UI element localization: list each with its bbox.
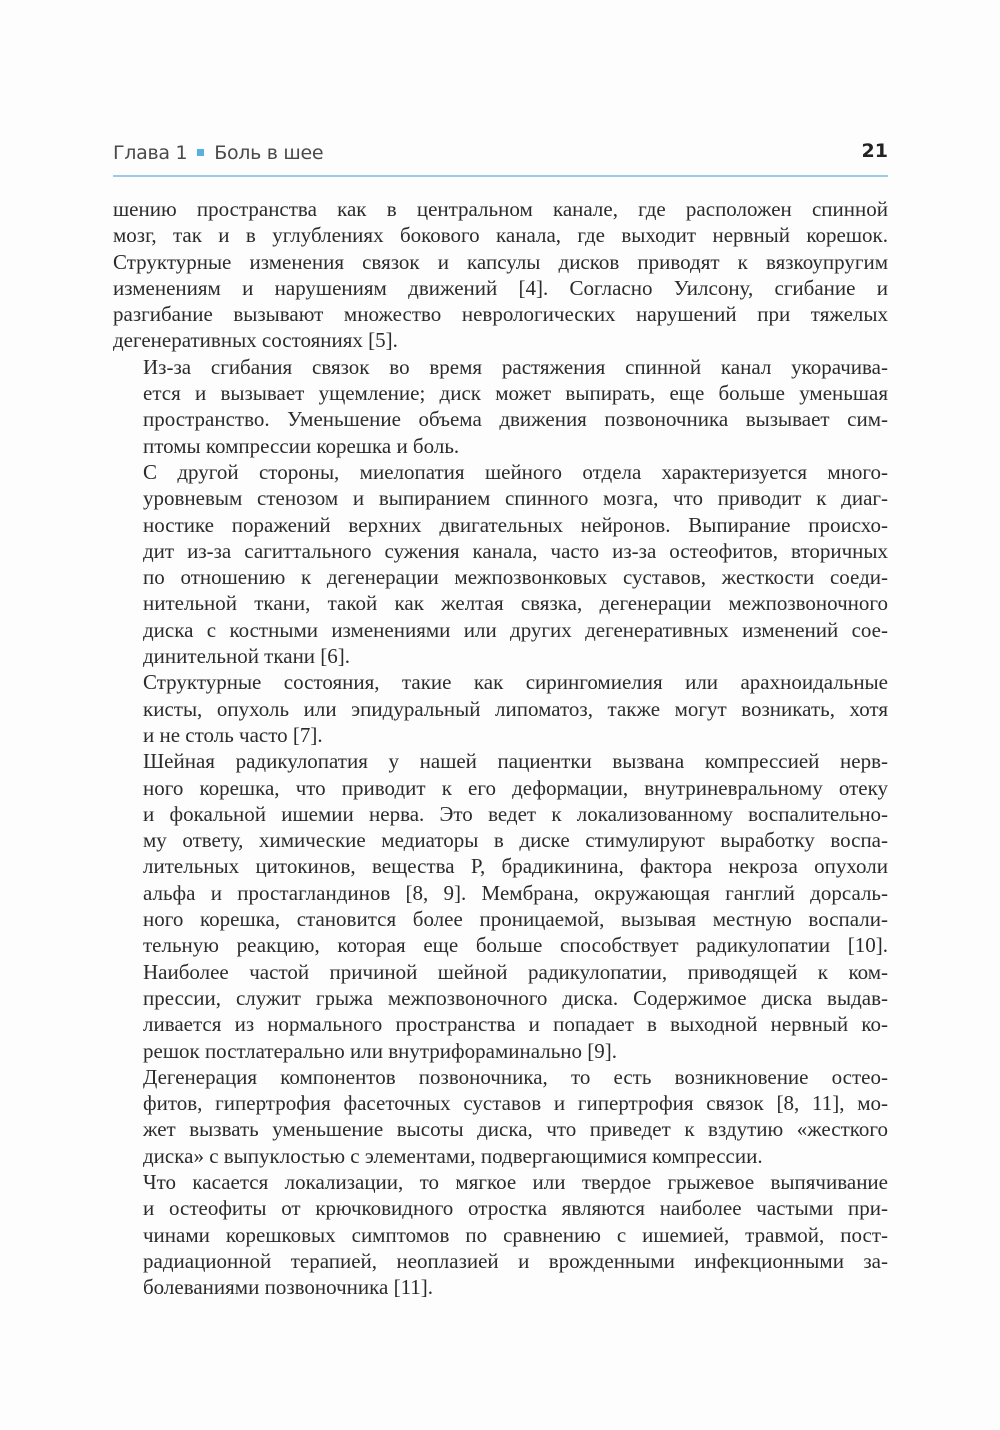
text-line: решок постлатерально или внутрифораминально [9]. [143, 1038, 617, 1063]
paragraph [113, 669, 888, 748]
chapter-title: Боль в шее [214, 142, 324, 164]
text-line: альфа и простагландинов [8, 9]. Мембрана, окружающая ганглий дорсаль- [143, 880, 888, 905]
paragraph [113, 459, 888, 669]
header-rule [113, 175, 888, 177]
text-line: С другой стороны, миелопатия шейного отдела характеризуется много- [143, 459, 888, 484]
text-line: радиационной терапией, неоплазией и врожденными инфекционными за- [143, 1248, 888, 1273]
paragraph [113, 196, 888, 354]
text-line: и не столь часто [7]. [143, 722, 323, 747]
paragraph [113, 1064, 888, 1169]
text-line: Дегенерация компонентов позвоночника, то есть возникновение остео- [143, 1064, 888, 1089]
text-line: Шейная радикулопатия у нашей пациентки вызвана компрессией нерв- [143, 749, 888, 774]
text-line: мозг, так и в углублениях бокового канала, где выходит нервный корешок. [113, 223, 888, 248]
text-line: жет вызвать уменьшение высоты диска, что приведет к вздутию «жесткого [143, 1117, 888, 1142]
text-line: ливается из нормального пространства и попадает в выходной нервный ко- [143, 1012, 888, 1037]
running-head [113, 140, 888, 170]
text-line: Наиболее частой причиной шейной радикулопатии, приводящей к ком- [143, 959, 888, 984]
text-line: тельную реакцию, которая еще больше способствует радикулопатии [10]. [143, 933, 888, 958]
text-line: ного корешка, что приводит к его деформации, внутриневральному отеку [143, 775, 888, 800]
text-line: дегенеративных состояниях [5]. [113, 328, 398, 353]
square-bullet-icon [197, 149, 204, 156]
paragraph [113, 1169, 888, 1300]
text-line: шению пространства как в центральном канале, где расположен спинной [113, 197, 888, 221]
text-line: ного корешка, становится более проницаемой, вызывая местную воспали- [143, 907, 888, 932]
text-line: по отношению к дегенерации межпозвонковых суставов, жесткости соеди- [143, 565, 888, 590]
paragraph [113, 354, 888, 459]
text-line: Структурные изменения связок и капсулы дисков приводят к вязкоупругим [113, 249, 888, 274]
text-line: ется и вызывает ущемление; диск может выпирать, еще больше уменьшая [143, 381, 888, 406]
text-line: дит из-за сагиттального сужения канала, часто из-за остеофитов, вторичных [143, 538, 888, 563]
chapter-label: Глава 1 [113, 142, 188, 164]
text-line: фитов, гипертрофия фасеточных суставов и гипертрофия связок [8, 11], мо- [143, 1091, 888, 1116]
paragraph [113, 748, 888, 1064]
text-line: нительной ткани, такой как желтая связка, дегенерации межпозвоночного [143, 591, 888, 616]
text-line: чинами корешковых симптомов по сравнению с ишемией, травмой, пост- [143, 1222, 888, 1247]
text-line: ностике поражений верхних двигательных нейронов. Выпирание происхо- [143, 512, 888, 537]
running-head-title [113, 142, 323, 164]
text-line: и остеофиты от крючковидного отростка являются наиболее частыми при- [143, 1196, 888, 1221]
text-line: Что касается локализации, то мягкое или твердое грыжевое выпячивание [143, 1169, 888, 1194]
body-text [113, 196, 888, 1300]
page-number: 21 [861, 140, 888, 162]
text-line: му ответу, химические медиаторы в диске стимулируют выработку воспа- [143, 828, 888, 853]
text-line: кисты, опухоль или эпидуральный липоматоз, также могут возникать, хотя [143, 696, 888, 721]
text-line: изменениям и нарушениям движений [4]. Согласно Уилсону, сгибание и [113, 275, 888, 300]
text-line: птомы компрессии корешка и боль. [143, 433, 460, 458]
text-line: динительной ткани [6]. [143, 644, 351, 669]
text-line: прессии, служит грыжа межпозвоночного диска. Содержимое диска выдав- [143, 985, 888, 1010]
text-line: Из-за сгибания связок во время растяжения спинной канал укорачива- [143, 354, 888, 379]
text-line: лительных цитокинов, вещества Р, брадикинина, фактора некроза опухоли [143, 854, 888, 879]
text-line: болеваниями позвоночника [11]. [143, 1275, 434, 1300]
text-line: и фокальной ишемии нерва. Это ведет к локализованному воспалительно- [143, 801, 888, 826]
text-line: пространство. Уменьшение объема движения позвоночника вызывает сим- [143, 407, 888, 432]
text-line: диска с костными изменениями или других дегенеративных изменений сое- [143, 617, 888, 642]
text-line: уровневым стенозом и выпиранием спинного мозга, что приводит к диаг- [143, 486, 888, 511]
text-line: разгибание вызывают множество неврологических нарушений при тяжелых [113, 302, 888, 327]
text-line: диска» с выпуклостью с элементами, подвергающимися компрессии. [143, 1143, 763, 1168]
text-line: Структурные состояния, такие как сирингомиелия или арахноидальные [143, 670, 888, 695]
